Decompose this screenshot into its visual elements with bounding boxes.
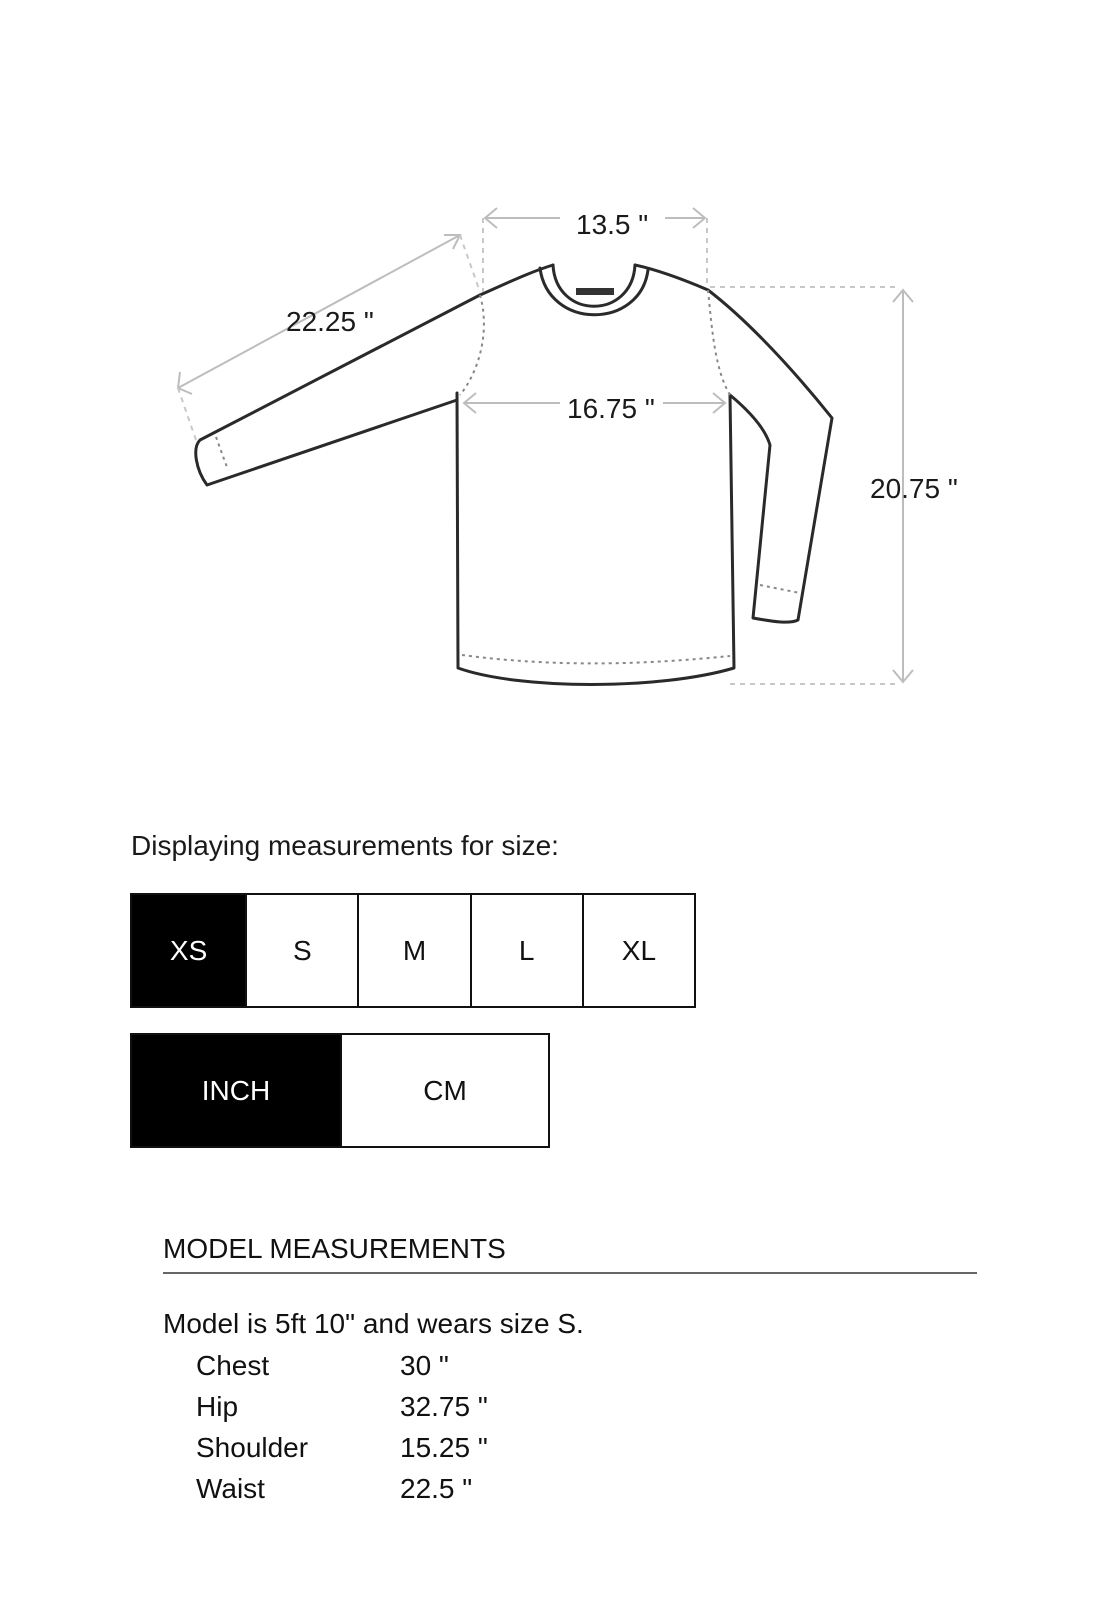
measurement-label: Shoulder (196, 1432, 309, 1463)
size-option-xl[interactable]: XL (582, 895, 694, 1006)
sleeve-length-label: 22.25 " (286, 306, 374, 337)
model-summary: Model is 5ft 10" and wears size S. (163, 1308, 584, 1339)
measurement-row-waist (196, 1473, 596, 1509)
size-option-m[interactable]: M (357, 895, 469, 1006)
chest-width-label: 16.75 " (567, 393, 655, 424)
body-length-label: 20.75 " (870, 473, 958, 504)
size-option-l[interactable]: L (470, 895, 582, 1006)
sweatshirt-illustration (0, 0, 1095, 780)
garment-diagram (0, 0, 1095, 780)
neck-tag (576, 288, 614, 295)
seam-stitching (216, 290, 800, 663)
measurement-label: Hip (196, 1391, 239, 1422)
measurement-label: Chest (196, 1350, 270, 1381)
unit-option-inch[interactable]: INCH (132, 1035, 340, 1146)
unit-selector (130, 1033, 550, 1148)
unit-option-cm[interactable]: CM (340, 1035, 548, 1146)
measurement-extension-lines (178, 218, 900, 684)
measurement-value: 22.5 " (400, 1473, 473, 1504)
model-measurements-title: MODEL MEASUREMENTS (163, 1233, 506, 1264)
measurement-row-shoulder (196, 1432, 596, 1468)
measurement-row-hip (196, 1391, 596, 1427)
measurement-value: 30 " (400, 1350, 449, 1381)
measurement-guides (178, 208, 913, 682)
section-divider (163, 1272, 977, 1274)
size-option-xs[interactable]: XS (132, 895, 245, 1006)
measurement-value: 15.25 " (400, 1432, 488, 1463)
size-prompt: Displaying measurements for size: (131, 830, 559, 861)
size-option-s[interactable]: S (245, 895, 357, 1006)
measurement-label: Waist (196, 1473, 265, 1504)
size-selector (130, 893, 696, 1008)
measurement-value: 32.75 " (400, 1391, 488, 1422)
measurement-row-chest (196, 1350, 596, 1386)
shoulder-width-label: 13.5 " (576, 209, 649, 240)
